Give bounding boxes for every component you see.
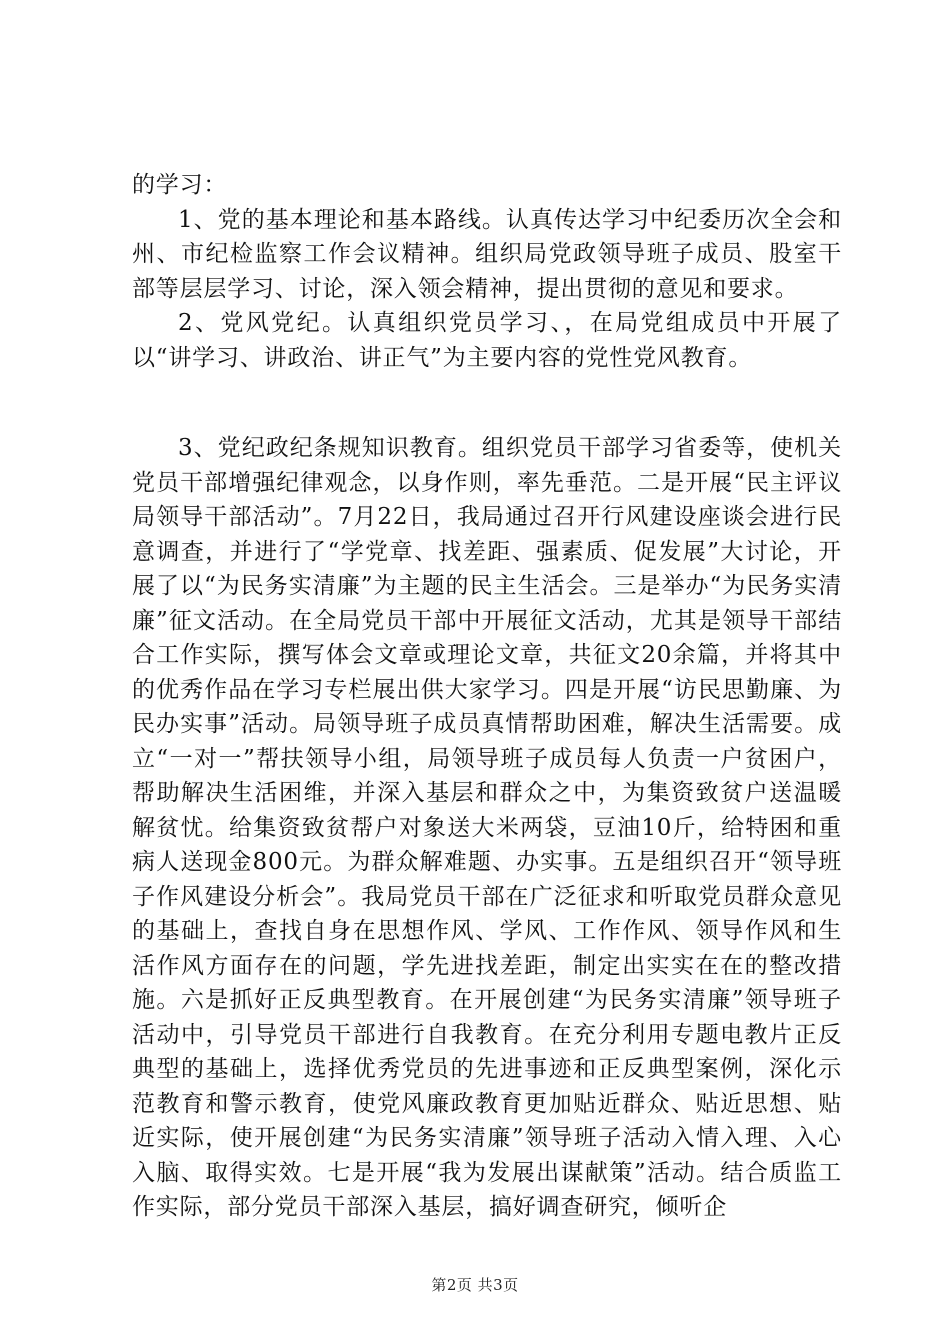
paragraph-item-3: 3、党纪政纪条规知识教育。组织党员干部学习省委等，使机关党员干部增强纪律观念，以身作则，率先垂范。二是开展“民主评议局领导干部活动”。7月22日，我局通过召开行风建设座谈会进行民意调查，并进行了“学党章、找差距、强素质、促发展”大讨论，开展了以“为民务实清廉”为主题的民主生活会。三是举办“为民务实清廉”征文活动。在全局党员干部中开展征文活动，尤其是领导干部结合工作实际，撰写体会文章或理论文章，共征文20余篇，并将其中的优秀作品在学习专栏展出供大家学习。四是开展“访民思勤廉、为民办实事”活动。局领导班子成员真情帮助困难，解决生活需要。成立“一对一”帮扶领导小组，局领导班子成员每人负责一户贫困户，帮助解决生活困维，并深入基层和群众之中，为集资致贫户送温暖解贫忧。给集资致贫帮户对象送大米两袋，豆油10斤，给特困和重病人送现金800元。为群众解难题、办实事。五是组织召开“领导班子作风建设分析会”。我局党员干部在广泛征求和听取党员群众意见的基础上，查找自身在思想作风、学风、工作作风、领导作风和生活作风方面存在的问题，学先进找差距，制定出实实在在的整改措施。六是抓好正反典型教育。在开展创建“为民务实清廉”领导班子活动中，引导党员干部进行自我教育。在充分利用专题电教片正反典型的基础上，选择优秀党员的先进事迹和正反典型案例，深化示范教育和警示教育，使党风廉政教育更加贴近群众、贴近思想、贴近实际，使开展创建“为民务实清廉”领导班子活动入情入理、入心入脑、取得实效。七是开展“我为发展出谋献策”活动。结合质监工作实际，部分党员干部深入基层，搞好调查研究，倾听企	[132, 435, 842, 1220]
paragraph-continuation: 的学习：	[132, 172, 228, 198]
page-footer	[0, 1274, 950, 1295]
page-number: 第2页 共3页	[431, 1276, 519, 1294]
document-body	[132, 168, 842, 1225]
paragraph-item-1: 1、党的基本理论和基本路线。认真传达学习中纪委历次全会和州、市纪检监察工作会议精神。组织局党政领导班子成员、股室干部等层层学习、讨论，深入领会精神，提出贯彻的意见和要求。	[132, 206, 842, 302]
paragraph-gap	[132, 375, 842, 431]
paragraph-item-2: 2、党风党纪。认真组织党员学习、，在局党组成员中开展了以“讲学习、讲政治、讲正气”为主要内容的党性党风教育。	[132, 310, 842, 371]
